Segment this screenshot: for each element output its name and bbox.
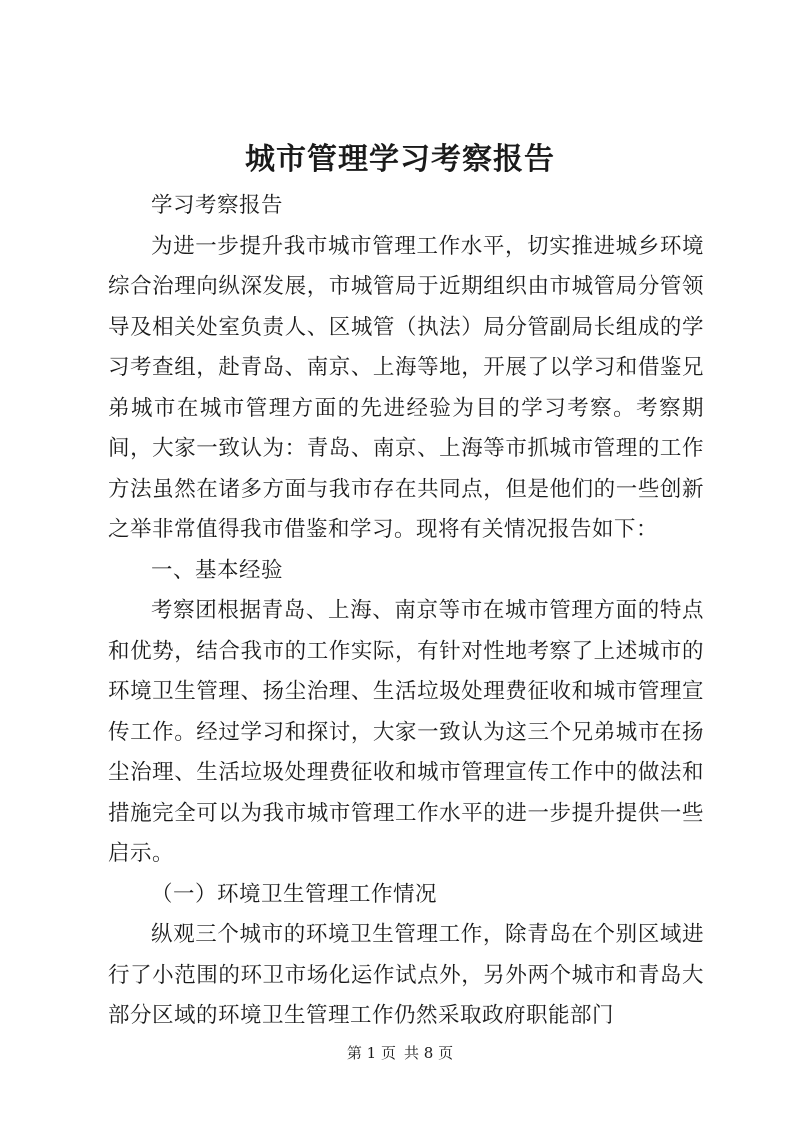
page-total: 共 8 页 bbox=[404, 1044, 454, 1062]
document-body bbox=[108, 186, 704, 1037]
paragraph-basic-experience: 考察团根据青岛、上海、南京等市在城市管理方面的特点和优势，结合我市的工作实际，有针对性地考察了上述城市的环境卫生管理、扬尘治理、生活垃圾处理费征收和城市管理宣传工作。经过学习和探讨，大家一致认为这三个兄弟城市在扬尘治理、生活垃圾处理费征收和城市管理宣传工作中的做法和措施完全可以为我市城市管理工作水平的进一步提升提供一些启示。 bbox=[108, 598, 704, 866]
subsection-heading-sanitation: （一）环境卫生管理工作情况 bbox=[151, 881, 438, 907]
section-heading-basic-experience: 一、基本经验 bbox=[151, 557, 284, 583]
page-number: 第 1 页 bbox=[346, 1044, 396, 1062]
page-footer bbox=[0, 1043, 800, 1063]
paragraph-intro: 为进一步提升我市城市管理工作水平，切实推进城乡环境综合治理向纵深发展，市城管局于近期组织由市城管局分管领导及相关处室负责人、区城管（执法）局分管副局长组成的学习考查组，赴青岛、南京、上海等地，开展了以学习和借鉴兄弟城市在城市管理方面的先进经验为目的学习考察。考察期间，大家一致认为：青岛、南京、上海等市抓城市管理的工作方法虽然在诸多方面与我市存在共同点，但是他们的一些创新之举非常值得我市借鉴和学习。现将有关情况报告如下： bbox=[108, 233, 704, 542]
paragraph-sanitation: 纵观三个城市的环境卫生管理工作，除青岛在个别区域进行了小范围的环卫市场化运作试点外，另外两个城市和青岛大部分区域的环境卫生管理工作仍然采取政府职能部门 bbox=[108, 922, 704, 1028]
paragraph-subtitle: 学习考察报告 bbox=[151, 193, 284, 218]
page-title: 城市管理学习考察报告 bbox=[245, 142, 555, 177]
